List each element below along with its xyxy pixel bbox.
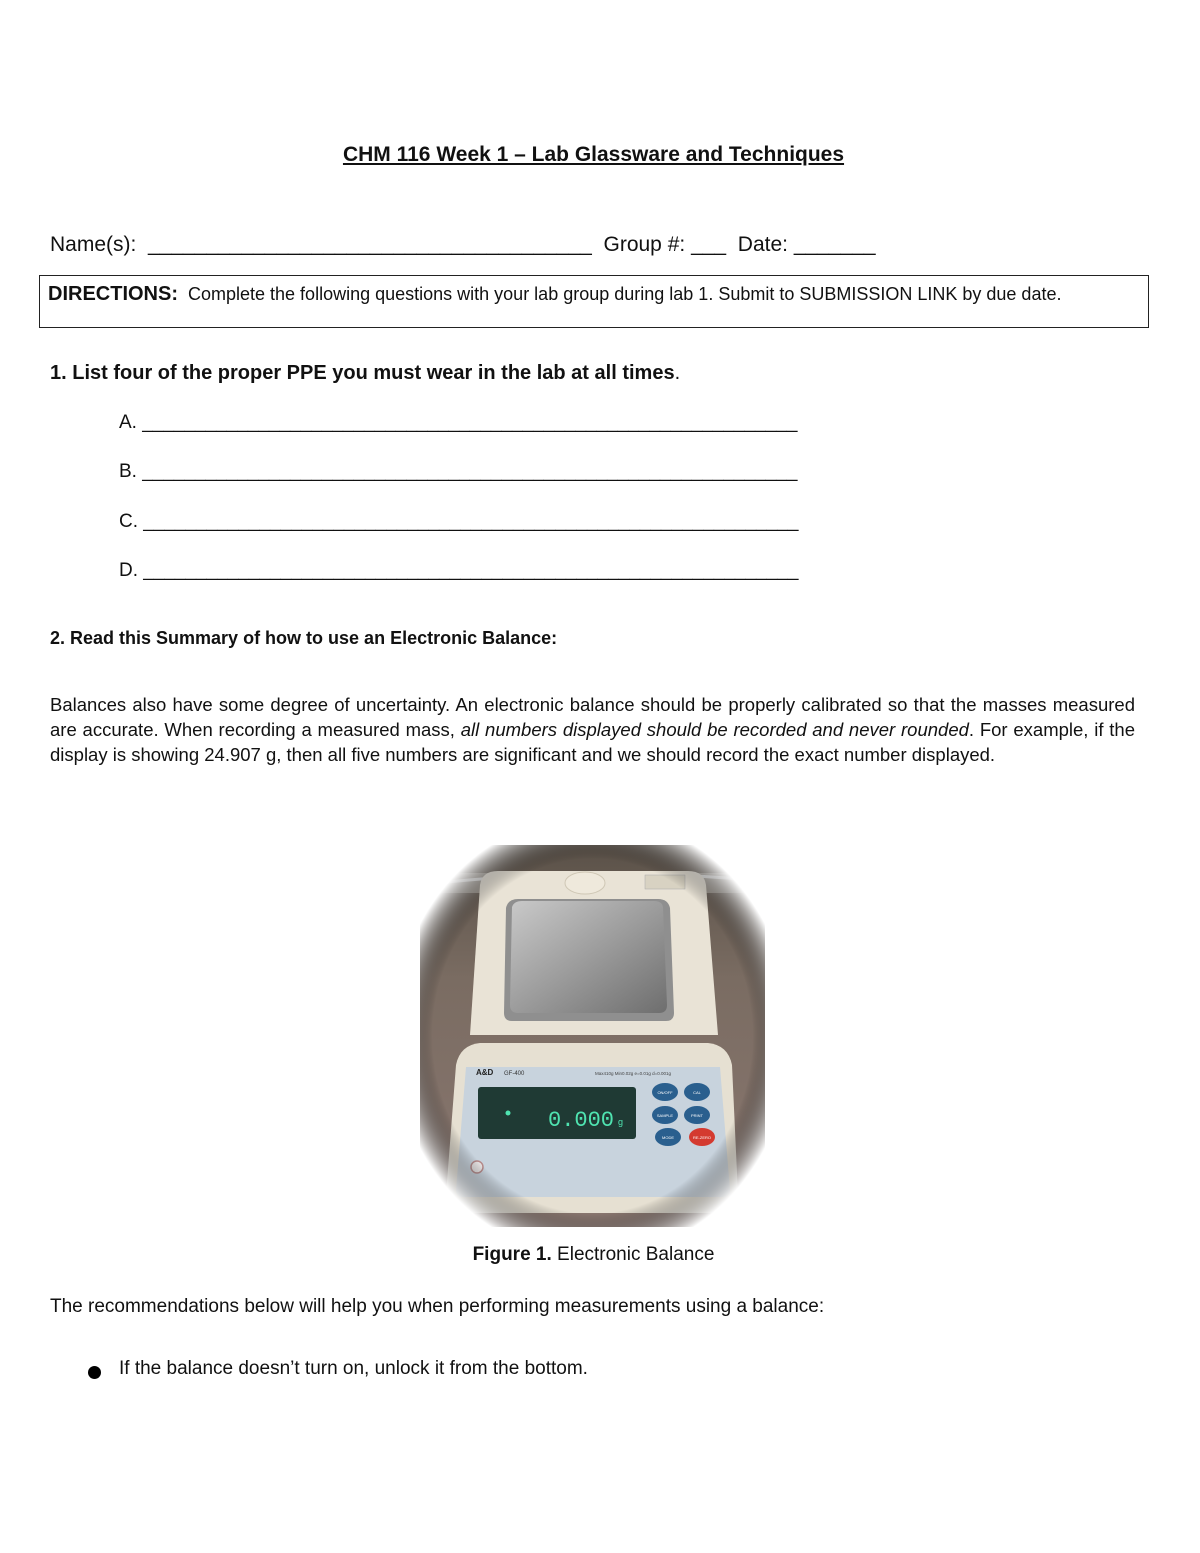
group-blank[interactable]: ___ bbox=[691, 233, 727, 256]
header-line bbox=[50, 233, 876, 257]
answer-letter: B. bbox=[119, 461, 137, 482]
answer-line[interactable]: ______________________________________________________________ bbox=[143, 560, 799, 581]
names-blank[interactable]: ______________________________________ bbox=[148, 233, 592, 256]
answer-line[interactable]: ______________________________________________________________ bbox=[143, 511, 799, 532]
question-1-text: 1. List four of the proper PPE you must wear in the lab at all times bbox=[50, 362, 675, 384]
question-1-end: . bbox=[674, 362, 681, 384]
caption-label: Figure 1. bbox=[472, 1244, 552, 1265]
group-label: Group #: bbox=[603, 233, 686, 256]
recommendation-item: If the balance doesn’t turn on, unlock it from the bottom. bbox=[119, 1358, 588, 1379]
answer-line[interactable]: ______________________________________________________________ bbox=[142, 461, 798, 482]
answer-b[interactable] bbox=[119, 461, 797, 483]
paragraph-emphasis: all numbers displayed should be recorded and never rounded bbox=[460, 719, 969, 740]
question-2-heading: 2. Read this Summary of how to use an Electronic Balance: bbox=[50, 628, 558, 648]
directions-label: DIRECTIONS: bbox=[48, 283, 178, 305]
date-blank[interactable]: _______ bbox=[793, 233, 876, 256]
balance-summary-paragraph bbox=[50, 692, 1135, 767]
answer-letter: C. bbox=[119, 511, 138, 532]
caption-text: Electronic Balance bbox=[557, 1244, 715, 1265]
directions-box bbox=[39, 275, 1149, 328]
question-1 bbox=[50, 362, 680, 385]
names-label: Name(s): bbox=[50, 233, 137, 256]
paragraph-text: Balances also have some degree of uncertainty. An electronic balance should be properly calibrated so that the masses measured are accurate. When recording a measured mass, bbox=[50, 694, 1135, 740]
electronic-balance-figure bbox=[420, 845, 765, 1227]
answer-d[interactable] bbox=[119, 560, 798, 582]
recommendations-intro: The recommendations below will help you when performing measurements using a balance: bbox=[50, 1296, 825, 1317]
answer-line[interactable]: ______________________________________________________________ bbox=[142, 412, 798, 433]
figure-caption bbox=[0, 1244, 1187, 1266]
bullet-icon bbox=[88, 1366, 101, 1379]
paragraph-text: . For example, if the display is showing 24.907 g, then all five numbers are significant and we should record the exact number displayed. bbox=[50, 719, 1136, 765]
answer-letter: D. bbox=[119, 560, 138, 581]
photo-vignette bbox=[420, 845, 765, 1227]
answer-letter: A. bbox=[119, 412, 137, 433]
answer-c[interactable] bbox=[119, 511, 798, 533]
answer-a[interactable] bbox=[119, 412, 797, 434]
directions-text: Complete the following questions with your lab group during lab 1. Submit to SUBMISSION LINK by due date. bbox=[188, 284, 1062, 304]
date-label: Date: bbox=[737, 233, 788, 256]
page-title: CHM 116 Week 1 – Lab Glassware and Techniques bbox=[342, 143, 845, 166]
